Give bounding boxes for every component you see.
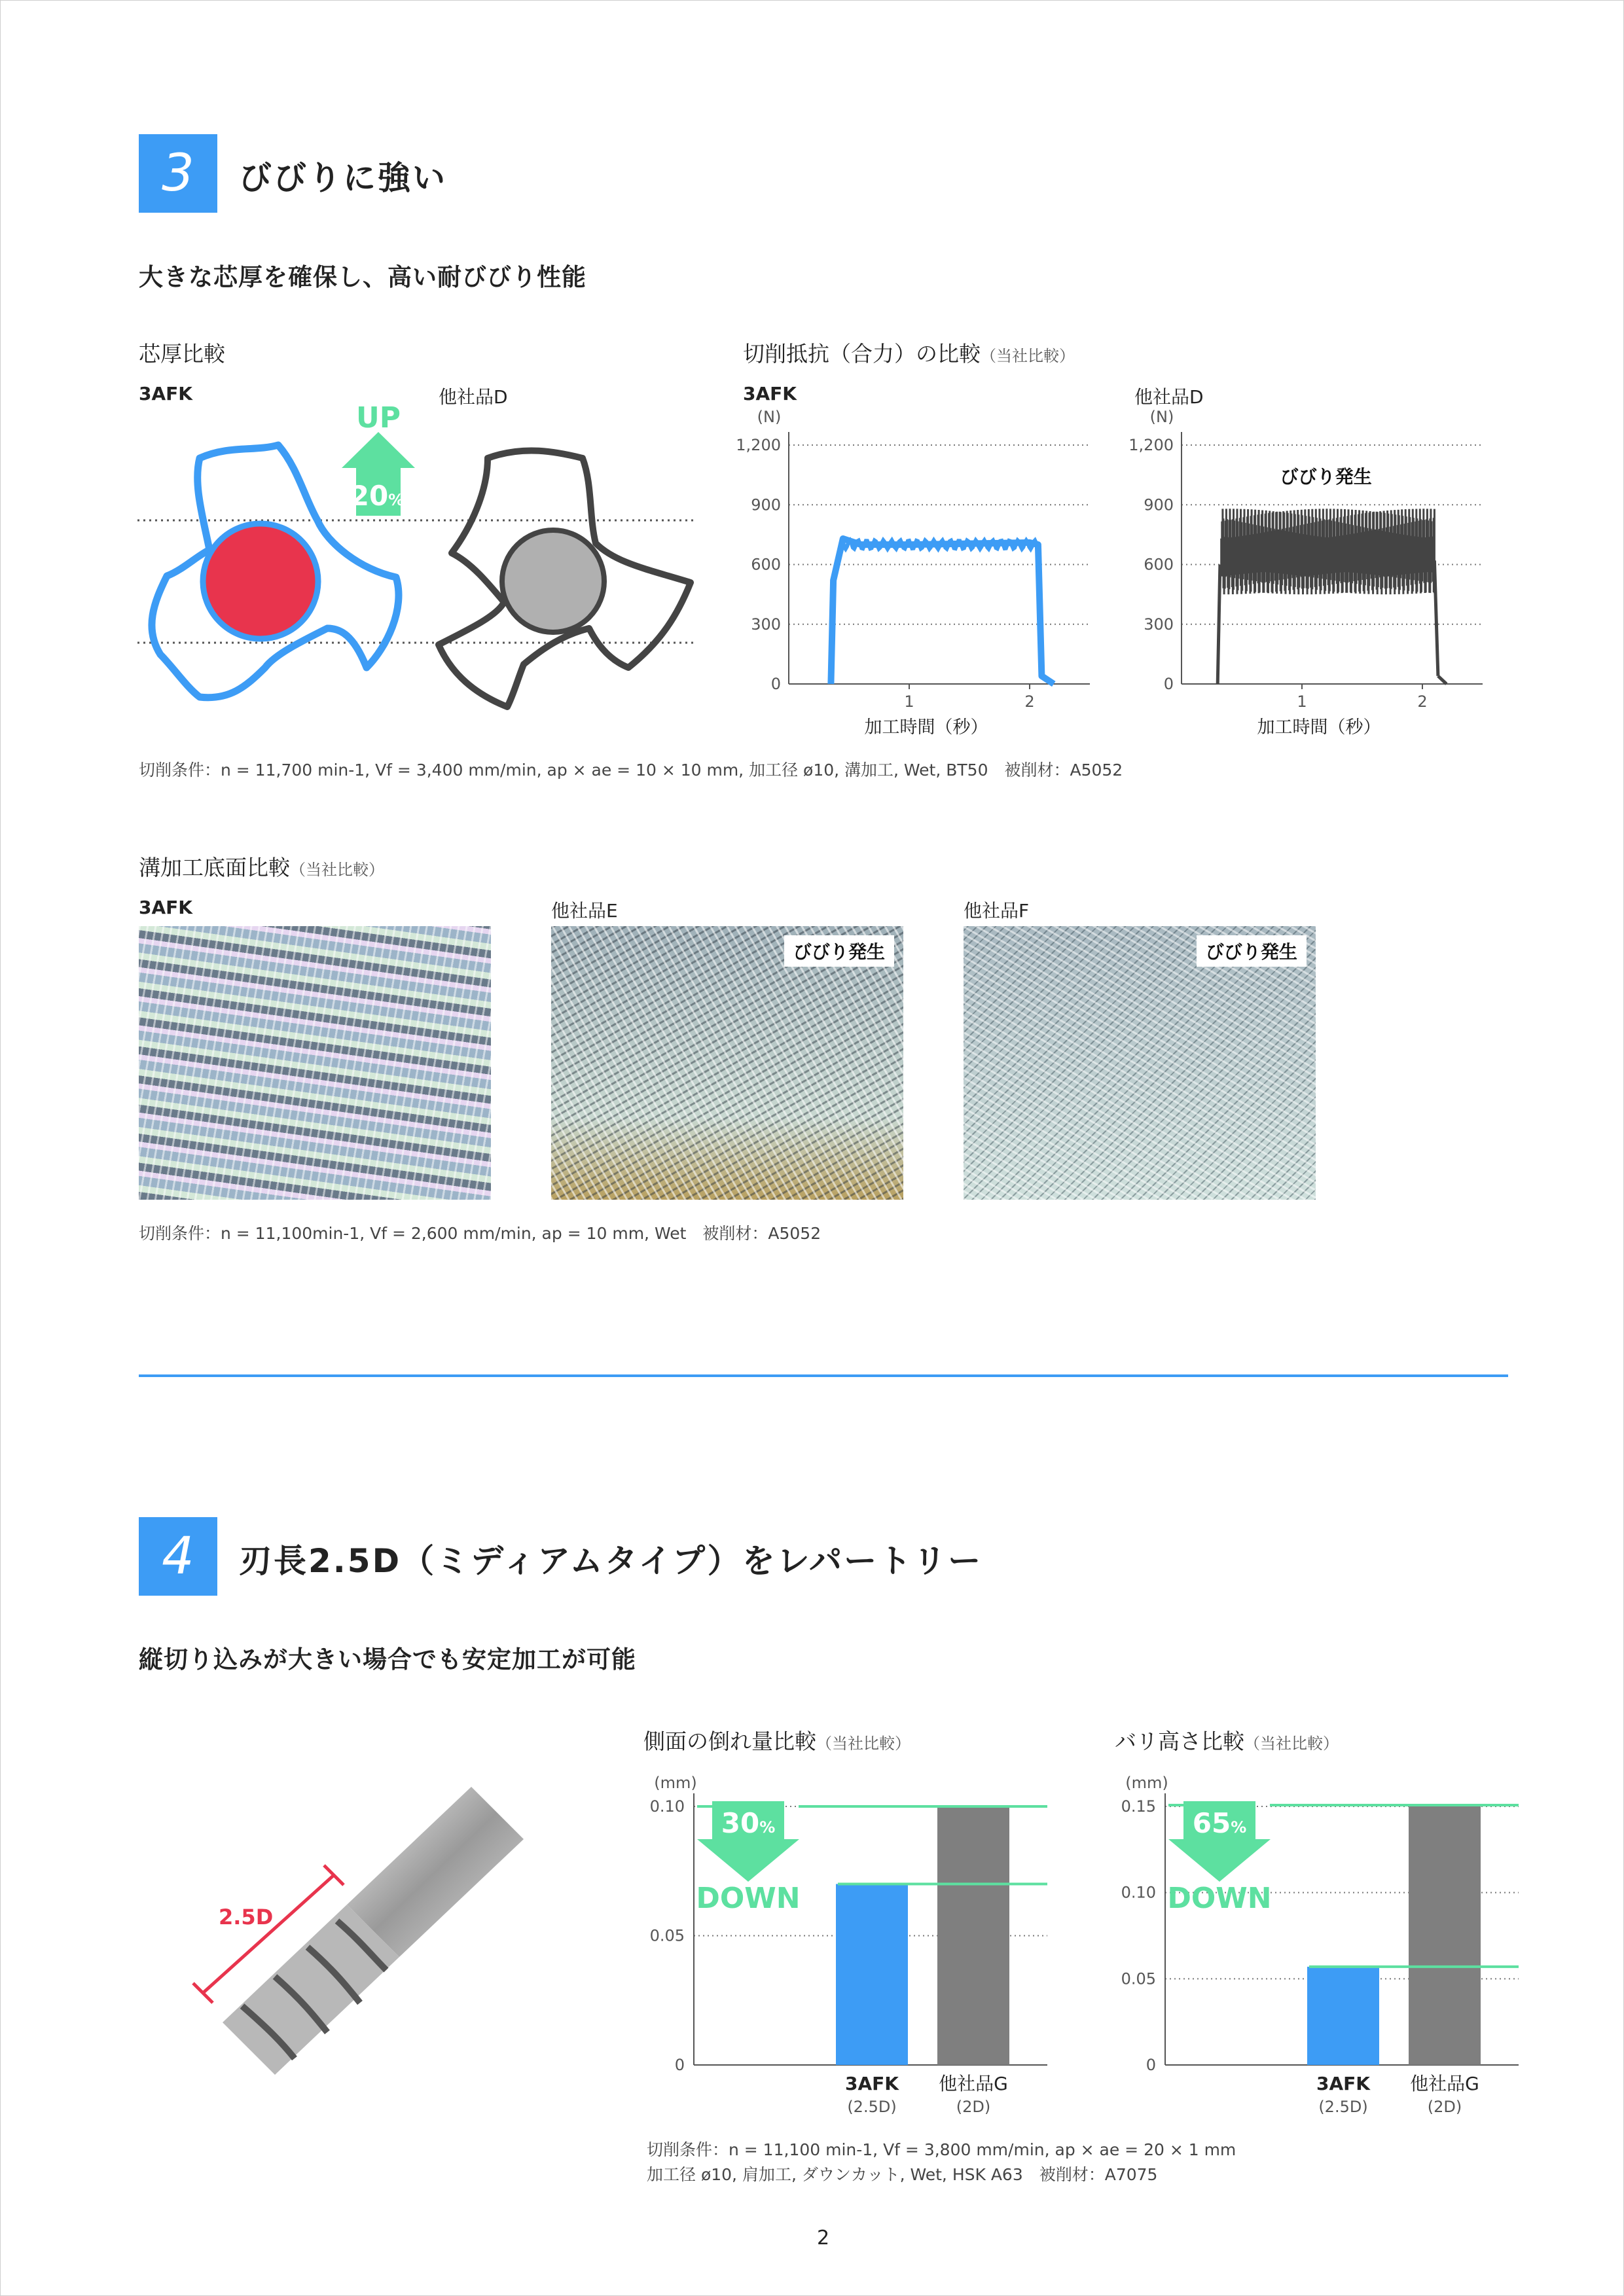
end-mill-illustration <box>183 1767 550 2108</box>
force-y-unit: (N) <box>757 409 782 426</box>
down-value: 65% <box>1192 1807 1247 1839</box>
surface-heading-text: 溝加工底面比較 <box>139 855 290 880</box>
bar-category-label: 他社品G <box>939 2073 1008 2094</box>
core-label-3afk: 3AFK <box>139 383 192 404</box>
deflection-heading-text: 側面の倒れ量比較 <box>643 1729 816 1754</box>
down-label: DOWN <box>1167 1882 1272 1915</box>
bar <box>1409 1805 1481 2065</box>
core-label-other-d: 他社品D <box>439 386 508 408</box>
bar-y-tick: 0.10 <box>649 1797 685 1816</box>
surface-label-3afk: 3AFK <box>139 897 192 918</box>
surface-photo-other-e <box>551 926 903 1200</box>
force-label-3afk: 3AFK <box>743 383 797 404</box>
bar-category-label: 3AFK <box>1316 2073 1370 2094</box>
bar-y-tick: 0.05 <box>1121 1969 1156 1988</box>
force-y-tick: 1,200 <box>1128 436 1174 454</box>
force-heading-text: 切削抵抗（合力）の比較 <box>743 341 981 367</box>
section-number: 3 <box>162 144 194 203</box>
force-y-tick: 600 <box>1144 555 1174 574</box>
force-y-tick: 0 <box>1163 675 1174 693</box>
force-heading <box>743 337 1075 368</box>
section-divider <box>139 1374 1508 1377</box>
core-thickness-diagram <box>131 406 707 713</box>
burr-bar-chart <box>1110 1767 1528 2121</box>
cutting-conditions-2: 切削条件：n = 11,100min-1, Vf = 2,600 mm/min, ap = 10 mm, Wet 被削材：A5052 <box>139 1224 821 1243</box>
up-value: 20% <box>350 480 405 512</box>
force-y-tick: 0 <box>770 675 781 693</box>
force-chart-3afk <box>733 409 1100 736</box>
bar-category-sublabel: (2.5D) <box>847 2098 897 2116</box>
force-x-label: 加工時間（秒） <box>864 717 988 736</box>
other-d-core-circle <box>502 530 604 632</box>
surface-photo-3afk <box>139 926 491 1200</box>
force-y-tick: 900 <box>751 495 781 514</box>
bar-y-tick: 0.10 <box>1121 1883 1156 1902</box>
section-subtitle: 縦切り込みが大きい場合でも安定加工が可能 <box>139 1645 636 1674</box>
force-series-band <box>1221 509 1435 594</box>
afk-core-circle <box>203 524 318 639</box>
bar <box>836 1884 908 2066</box>
surface-label-other-f: 他社品F <box>964 900 1030 922</box>
force-x-tick: 2 <box>1417 692 1428 711</box>
bar-y-tick: 0.05 <box>649 1926 685 1945</box>
up-label: UP <box>356 406 401 435</box>
force-x-tick: 1 <box>904 692 914 711</box>
section-title: びびりに強い <box>239 159 447 197</box>
force-y-tick: 600 <box>751 555 781 574</box>
force-annotation: びびり発生 <box>1280 465 1372 488</box>
cutting-conditions-3-line2: 加工径 ø10, 肩加工, ダウンカット, Wet, HSK A63 被削材：A7075 <box>647 2165 1158 2184</box>
bar-y-unit: (mm) <box>1125 1774 1168 1792</box>
surface-heading-note: （当社比較） <box>290 861 384 879</box>
force-x-tick: 2 <box>1024 692 1035 711</box>
force-y-tick: 300 <box>1144 615 1174 634</box>
down-label: DOWN <box>696 1882 801 1915</box>
deflection-bar-chart <box>638 1767 1057 2121</box>
section-number-badge <box>139 134 217 213</box>
down-value: 30% <box>721 1807 776 1839</box>
deflection-heading <box>643 1725 911 1755</box>
bar-y-tick: 0 <box>1146 2056 1156 2074</box>
force-x-tick: 1 <box>1297 692 1307 711</box>
force-y-tick: 300 <box>751 615 781 634</box>
bar-category-sublabel: (2.5D) <box>1318 2098 1368 2116</box>
chatter-tag-e: びびり発生 <box>784 935 894 967</box>
force-chart-other-d <box>1126 409 1492 736</box>
surface-heading <box>139 851 384 882</box>
cutting-conditions-1: 切削条件：n = 11,700 min-1, Vf = 3,400 mm/min, ap × ae = 10 × 10 mm, 加工径 ø10, 溝加工, Wet, BT50 被削材：A5052 <box>139 761 1123 780</box>
cutting-conditions-3-line1: 切削条件：n = 11,100 min-1, Vf = 3,800 mm/min, ap × ae = 20 × 1 mm <box>647 2140 1236 2159</box>
bar-category-label: 3AFK <box>845 2073 899 2094</box>
bar-category-label: 他社品G <box>1410 2073 1479 2094</box>
force-series-drop <box>1434 560 1438 675</box>
burr-heading-text: バリ高さ比較 <box>1115 1729 1244 1754</box>
force-series-rise <box>1218 565 1220 685</box>
chatter-tag-f: びびり発生 <box>1197 935 1307 967</box>
surface-photo-other-f <box>964 926 1316 1200</box>
section-title: 刃長2.5D（ミディアムタイプ）をレパートリー <box>239 1542 983 1580</box>
force-heading-note: （当社比較） <box>981 347 1075 365</box>
force-y-unit: (N) <box>1149 409 1174 426</box>
bar <box>1307 1967 1379 2065</box>
section-number: 4 <box>162 1527 194 1586</box>
surface-label-other-e: 他社品E <box>551 900 618 922</box>
force-series-noise <box>843 540 1037 548</box>
bar <box>937 1806 1009 2065</box>
force-y-tick: 900 <box>1144 495 1174 514</box>
force-series-tail <box>1438 676 1447 684</box>
force-x-label: 加工時間（秒） <box>1257 717 1381 736</box>
force-series-line <box>831 539 1053 684</box>
deflection-heading-note: （当社比較） <box>816 1734 911 1753</box>
bar-category-sublabel: (2D) <box>1427 2098 1462 2116</box>
force-label-other-d: 他社品D <box>1134 386 1204 408</box>
bar-y-tick: 0.15 <box>1121 1797 1156 1816</box>
bar-y-unit: (mm) <box>654 1774 697 1792</box>
burr-heading <box>1115 1725 1339 1755</box>
section-subtitle: 大きな芯厚を確保し、高い耐びびり性能 <box>139 263 586 291</box>
bar-y-tick: 0 <box>674 2056 685 2074</box>
section-number-badge <box>139 1517 217 1596</box>
core-heading: 芯厚比較 <box>139 341 225 367</box>
burr-heading-note: （当社比較） <box>1244 1734 1339 1753</box>
force-y-tick: 1,200 <box>736 436 781 454</box>
page-number: 2 <box>817 2227 830 2250</box>
bar-category-sublabel: (2D) <box>956 2098 991 2116</box>
dimension-label: 2.5D <box>219 1905 274 1929</box>
